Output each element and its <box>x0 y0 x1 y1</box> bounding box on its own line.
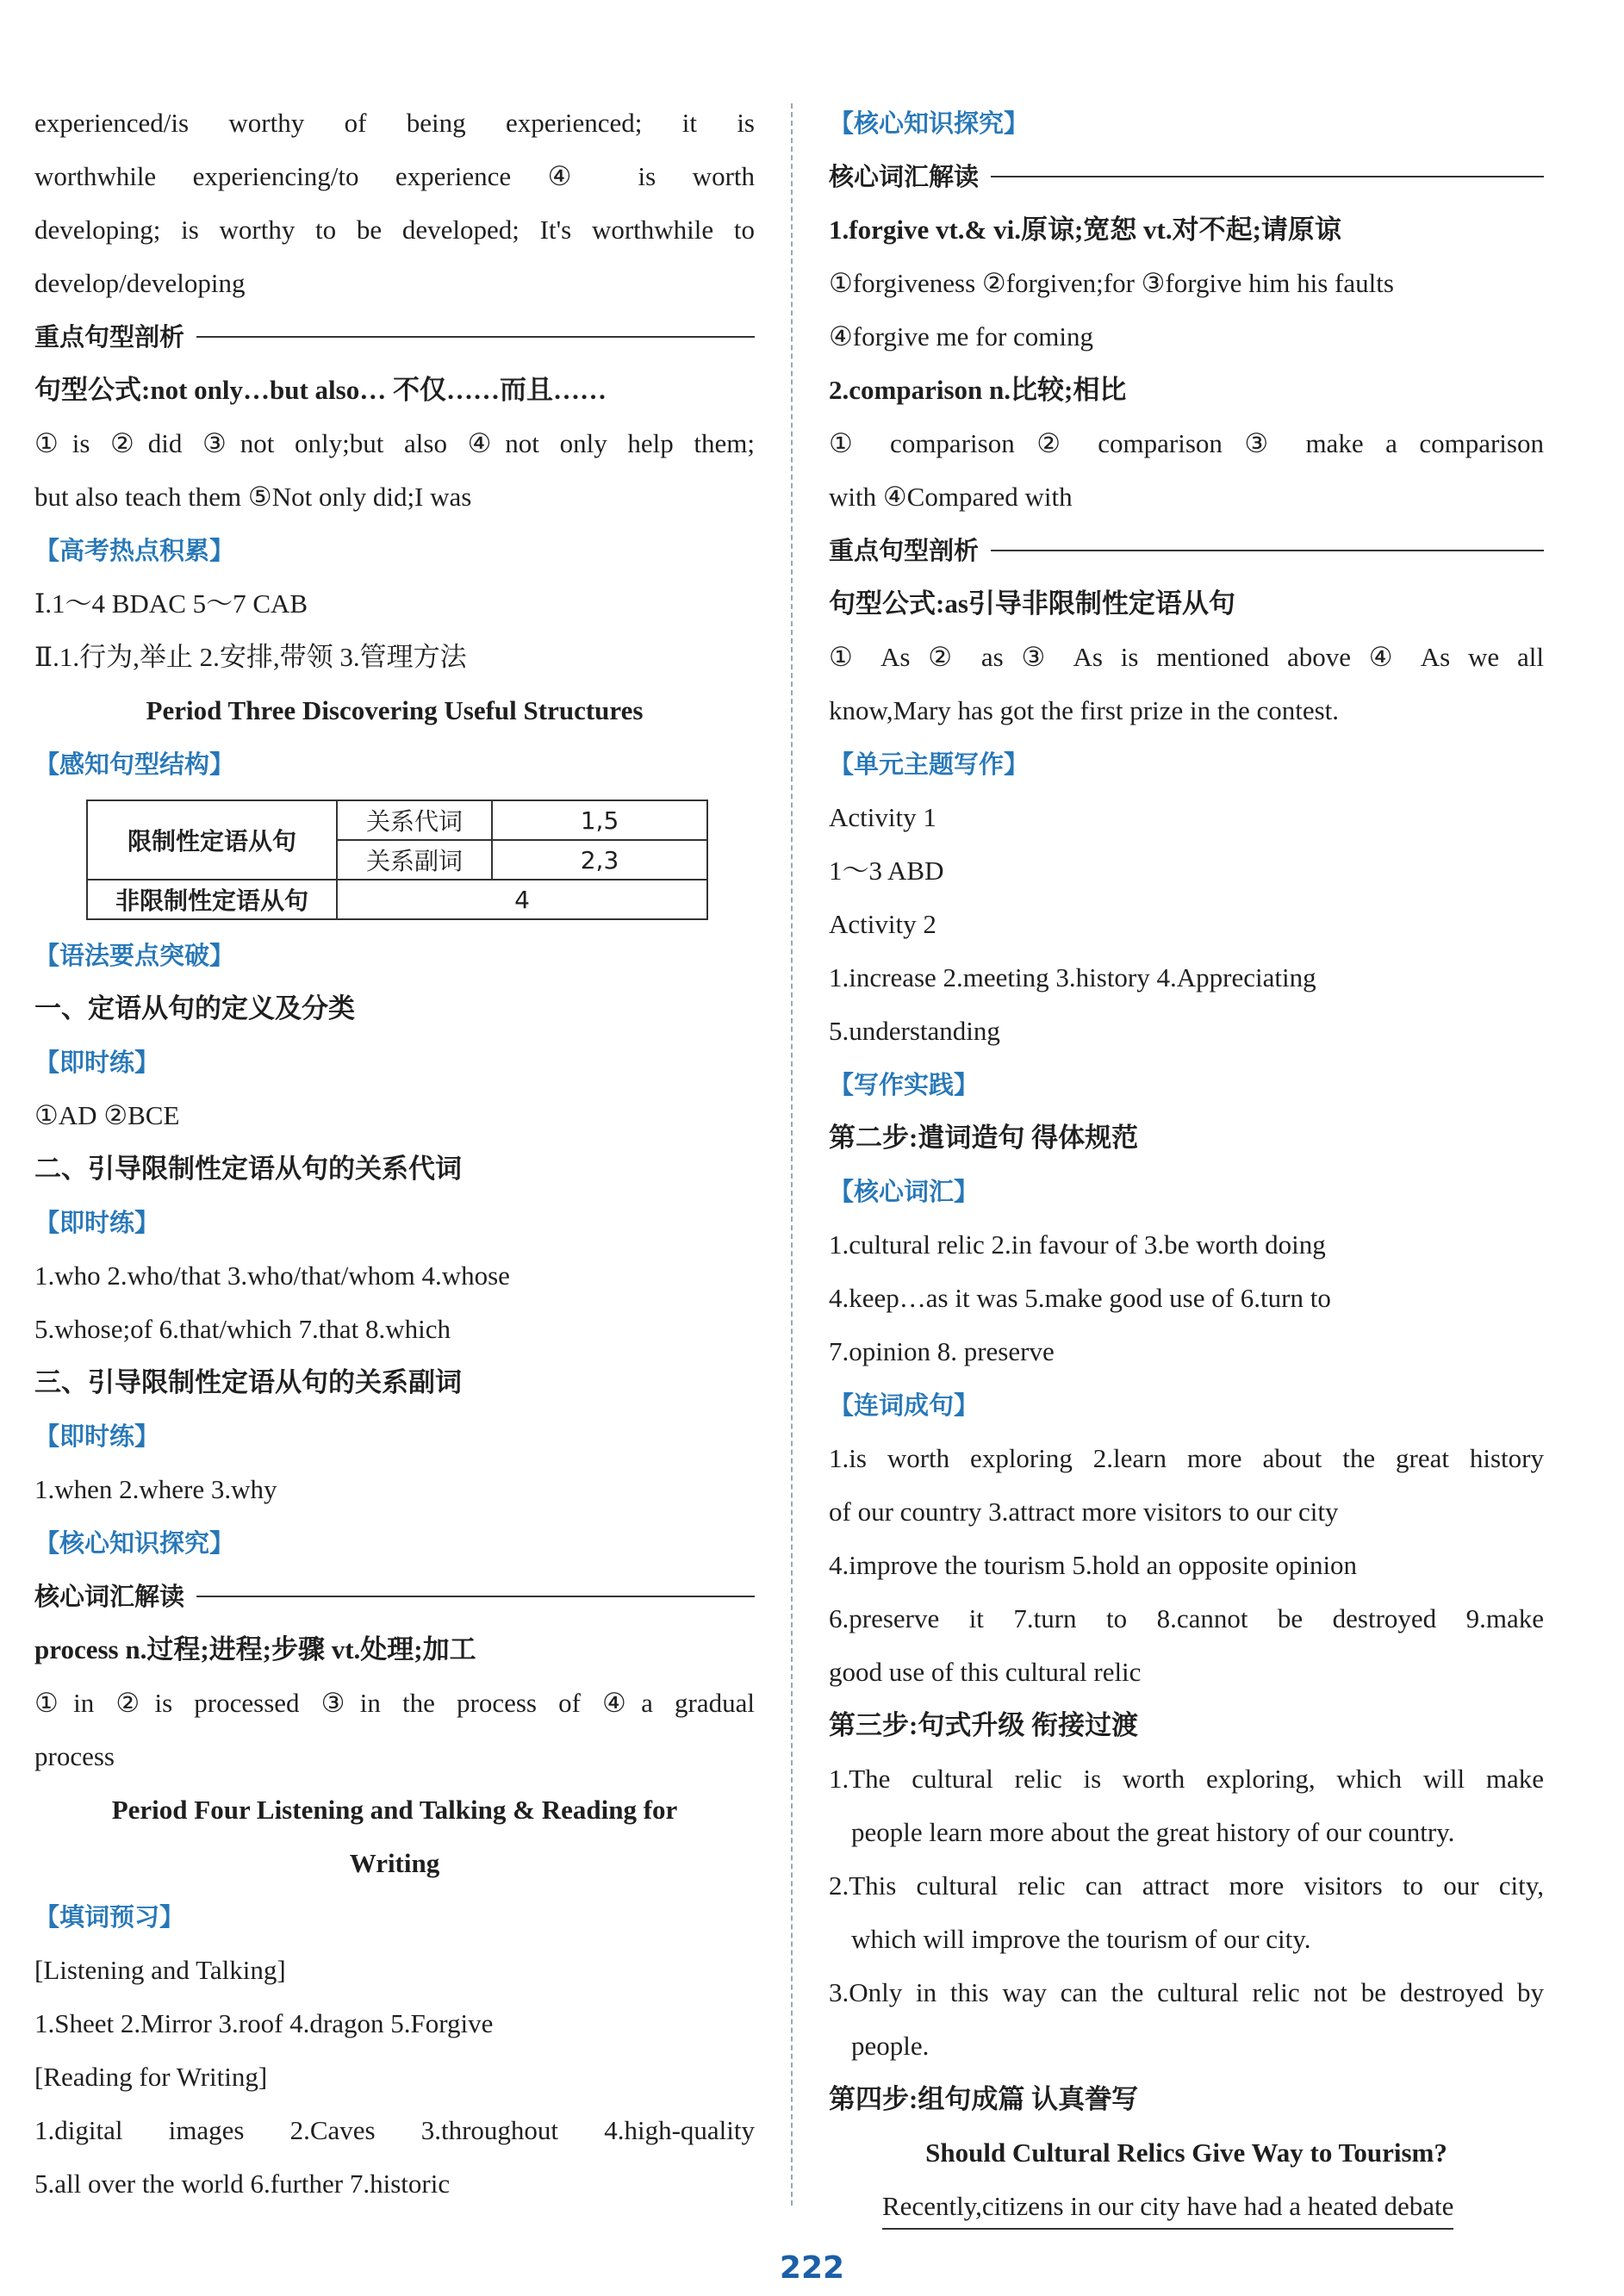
answer-line: know,Mary has got the first prize in the contest. <box>829 695 1340 725</box>
answer-line: ④forgive me for coming <box>829 321 1094 352</box>
section-label-gaokao: 【高考热点积累】 <box>34 536 235 565</box>
section-label-tianci: 【填词预习】 <box>34 1902 185 1932</box>
core-vocab-heading: 核心词汇解读 <box>34 1570 755 1623</box>
answer-line: ① comparison ② comparison ③ make a comparison <box>829 428 1544 458</box>
answer-line: Ⅱ.1.行为,举止 2.安排,带领 3.管理方法 <box>34 642 467 672</box>
activity-label: Activity 2 <box>829 909 936 939</box>
writing-step: 第四步:组句成篇 认真誊写 <box>829 2084 1139 2114</box>
answer-line: 6.preserve it 7.turn to 8.cannot be destroyed 9.make <box>829 1603 1544 1633</box>
subsection-label: [Listening and Talking] <box>34 1955 286 1985</box>
answer-line: Ⅰ.1～4 BDAC 5～7 CAB <box>34 588 308 619</box>
section-label-ganzhi: 【感知句型结构】 <box>34 750 235 779</box>
table-cell: 限制性定语从句 <box>87 800 337 880</box>
answer-line: 5.understanding <box>829 1016 1000 1046</box>
right-column <box>829 96 1544 2233</box>
answer-line: develop/developing <box>34 268 246 298</box>
answer-line: 1.who 2.who/that 3.who/that/whom 4.whose <box>34 1260 510 1291</box>
table-cell: 关系副词 <box>337 840 492 880</box>
answer-line: 4.improve the tourism 5.hold an opposite opinion <box>829 1550 1358 1580</box>
table-cell: 2,3 <box>492 840 707 880</box>
column-divider <box>791 103 793 2206</box>
section-label-practice: 【即时练】 <box>34 1048 160 1077</box>
answer-line: 1～3 ABD <box>829 856 944 886</box>
activity-label: Activity 1 <box>829 802 936 832</box>
answer-line: 5.all over the world 6.further 7.historic <box>34 2168 451 2199</box>
answer-line: 1.cultural relic 2.in favour of 3.be worth doing <box>829 1229 1326 1260</box>
table-cell: 关系代词 <box>337 800 492 840</box>
answer-line: of our country 3.attract more visitors to our city <box>829 1496 1339 1527</box>
period-three-title: Period Three Discovering Useful Structures <box>146 695 644 725</box>
answer-line: 1.is worth exploring 2.learn more about the great history <box>829 1443 1544 1473</box>
writing-step: 第二步:遣词造句 得体规范 <box>829 1123 1139 1153</box>
answer-line: ①in ②is processed ③in the process of ④a gradual <box>34 1688 755 1718</box>
period-four-title: Writing <box>349 1848 440 1878</box>
section-label-danyuan: 【单元主题写作】 <box>829 750 1030 779</box>
table-cell: 4 <box>337 880 707 919</box>
answer-line: developing; is worthy to be developed; It's worthwhile to <box>34 215 755 245</box>
answer-line: 1.Sheet 2.Mirror 3.roof 4.dragon 5.Forgive <box>34 2008 494 2038</box>
page-number: 222 <box>779 2250 845 2286</box>
answer-line: ①forgiveness ②forgiven;for ③forgive him his faults <box>829 268 1394 298</box>
answer-line: 1.when 2.where 3.why <box>34 1474 277 1504</box>
section-label-yufa: 【语法要点突破】 <box>34 941 235 970</box>
essay-first-line: Recently,citizens in our city have had a heated debate <box>829 2180 1544 2233</box>
section-label-hexin: 【核心知识探究】 <box>829 109 1030 138</box>
answer-line: ①is ②did ③not only;but also ④not only help them; <box>34 428 755 458</box>
left-column <box>34 96 755 2211</box>
answer-line: ① As ② as ③ As is mentioned above ④ As we all <box>829 642 1544 672</box>
answer-line: 5.whose;of 6.that/which 7.that 8.which <box>34 1314 451 1344</box>
table-cell: 非限制性定语从句 <box>87 880 337 919</box>
answer-line: 2.This cultural relic can attract more visitors to our city, <box>829 1870 1544 1901</box>
answer-line: people. <box>851 2031 930 2061</box>
section-label-core-vocab: 【核心词汇】 <box>829 1177 980 1206</box>
answer-line: ①AD ②BCE <box>34 1100 180 1130</box>
sentence-formula: 句型公式:not only…but also… 不仅……而且…… <box>34 375 607 405</box>
section-label-xiezuo: 【写作实践】 <box>829 1070 980 1099</box>
answer-line: good use of this cultural relic <box>829 1657 1142 1687</box>
key-sentence-heading: 重点句型剖析 <box>34 310 755 364</box>
answer-line: with ④Compared with <box>829 482 1073 512</box>
answer-line: which will improve the tourism of our city. <box>851 1924 1311 1954</box>
answer-line: 1.The cultural relic is worth exploring, which will make <box>829 1764 1544 1794</box>
vocab-definition: 2.comparison n.比较;相比 <box>829 375 1127 405</box>
vocab-definition: 1.forgive vt.& vi.原谅;宽恕 vt.对不起;请原谅 <box>829 215 1341 245</box>
answer-line: process <box>34 1741 115 1771</box>
answer-line: 7.opinion 8. preserve <box>829 1336 1055 1366</box>
essay-title: Should Cultural Relics Give Way to Tourism? <box>925 2137 1447 2168</box>
answer-line: experienced/is worthy of being experienced; it is <box>34 108 755 138</box>
answer-line: 3.Only in this way can the cultural relic not be destroyed by <box>829 1977 1544 2007</box>
answer-line: 1.digital images 2.Caves 3.throughout 4.high-quality <box>34 2115 755 2145</box>
table-cell: 1,5 <box>492 800 707 840</box>
answer-line: worthwhile experiencing/to experience ④ is worth <box>34 161 755 191</box>
section-label-hexin: 【核心知识探究】 <box>34 1528 235 1558</box>
clause-table <box>86 800 708 920</box>
grammar-subheading: 二、引导限制性定语从句的关系代词 <box>34 1154 462 1184</box>
sentence-formula: 句型公式:as引导非限制性定语从句 <box>829 588 1235 619</box>
section-label-lianci: 【连词成句】 <box>829 1391 980 1420</box>
answer-line: but also teach them ⑤Not only did;I was <box>34 482 472 512</box>
grammar-subheading: 三、引导限制性定语从句的关系副词 <box>34 1367 462 1397</box>
vocab-definition: process n.过程;进程;步骤 vt.处理;加工 <box>34 1634 476 1664</box>
writing-step: 第三步:句式升级 衔接过渡 <box>829 1710 1139 1740</box>
answer-line: 1.increase 2.meeting 3.history 4.Appreciating <box>829 962 1316 992</box>
section-label-practice: 【即时练】 <box>34 1422 160 1451</box>
subsection-label: [Reading for Writing] <box>34 2062 268 2092</box>
section-label-practice: 【即时练】 <box>34 1208 160 1237</box>
core-vocab-heading: 核心词汇解读 <box>829 150 1544 203</box>
grammar-subheading: 一、定语从句的定义及分类 <box>34 993 355 1024</box>
key-sentence-heading: 重点句型剖析 <box>829 524 1544 577</box>
answer-line: 4.keep…as it was 5.make good use of 6.turn to <box>829 1283 1331 1313</box>
period-four-title: Period Four Listening and Talking & Reading for <box>111 1795 678 1825</box>
answer-line: people learn more about the great history of our country. <box>851 1817 1455 1847</box>
